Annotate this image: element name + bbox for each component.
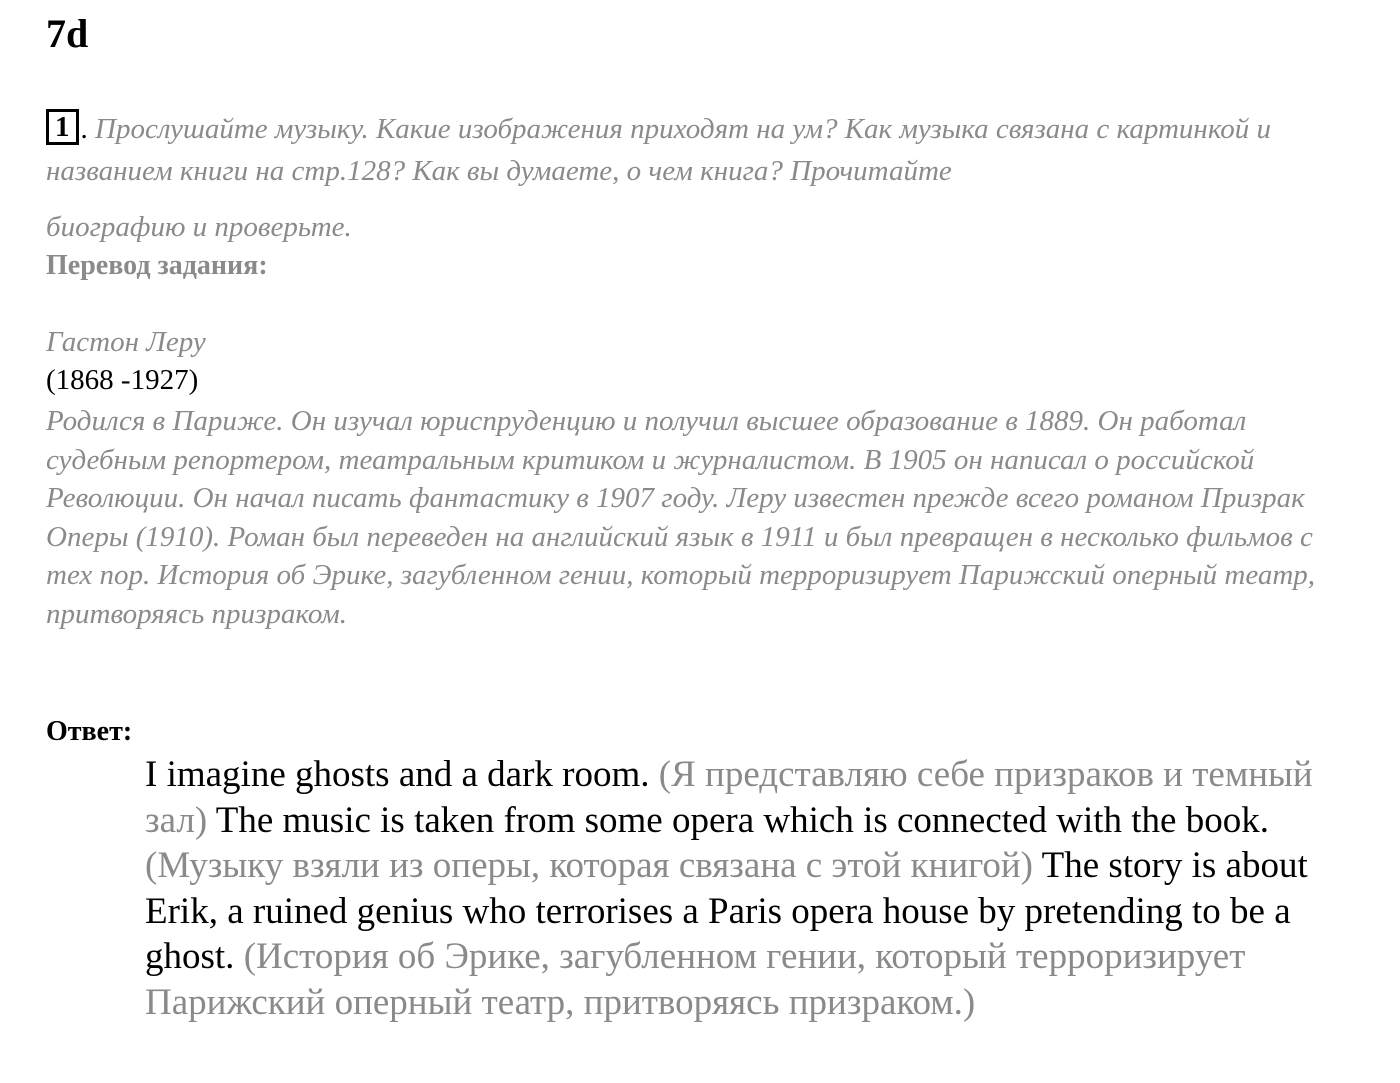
author-years: (1868 -1927)	[46, 364, 199, 396]
answer-russian-1: (Я представляю себе призраков и темный зал)	[145, 754, 1313, 841]
task-number-suffix: .	[80, 113, 88, 145]
answer-english-2: The music is taken from some opera which is connected with the book.	[215, 799, 1269, 841]
task-instructions	[46, 108, 1346, 248]
answer-russian-3: (История об Эрике, загубленном гении, который терроризирует Парижский оперный театр, притворяясь призраком.)	[145, 936, 1246, 1023]
answer-russian-2: (Музыку взяли из оперы, которая связана с этой книгой)	[145, 845, 1033, 886]
answer-text	[145, 752, 1345, 1025]
section-title: 7d	[46, 11, 89, 56]
answer-heading: Ответ:	[46, 716, 133, 747]
author-name: Гастон Леру	[46, 326, 206, 358]
answer-english-3: The story is about Erik, a ruined genius who terrorises a Paris opera house by pretending to be a ghost.	[145, 845, 1308, 977]
task-number-box: 1	[46, 109, 79, 145]
task-text-part1: Прослушайте музыку. Какие изображения приходят на ум? Как музыка связана с картинкой и названием книги на стр.128? Как вы думаете, о чем книга? Прочитайте	[46, 113, 1272, 187]
task-text-part2: биографию и проверьте.	[46, 211, 352, 243]
author-biography: Родился в Париже. Он изучал юриспруденцию и получил высшее образование в 1889. Он работал судебным репортером, театральным критиком и журналистом. В 1905 он написал о российской Революции. Он начал писать фантастику в 1907 году. Леру известен прежде всего романом Призрак Оперы (1910). Роман был переведен на английский язык в 1911 и был превращен в несколько фильмов с тех пор. История об Эрике, загубленном гении, который терроризирует Парижский оперный театр, притворяясь призраком.	[46, 405, 1316, 630]
answer-english-1: I imagine ghosts and a dark room.	[145, 754, 650, 795]
translation-heading: Перевод задания:	[46, 250, 268, 281]
